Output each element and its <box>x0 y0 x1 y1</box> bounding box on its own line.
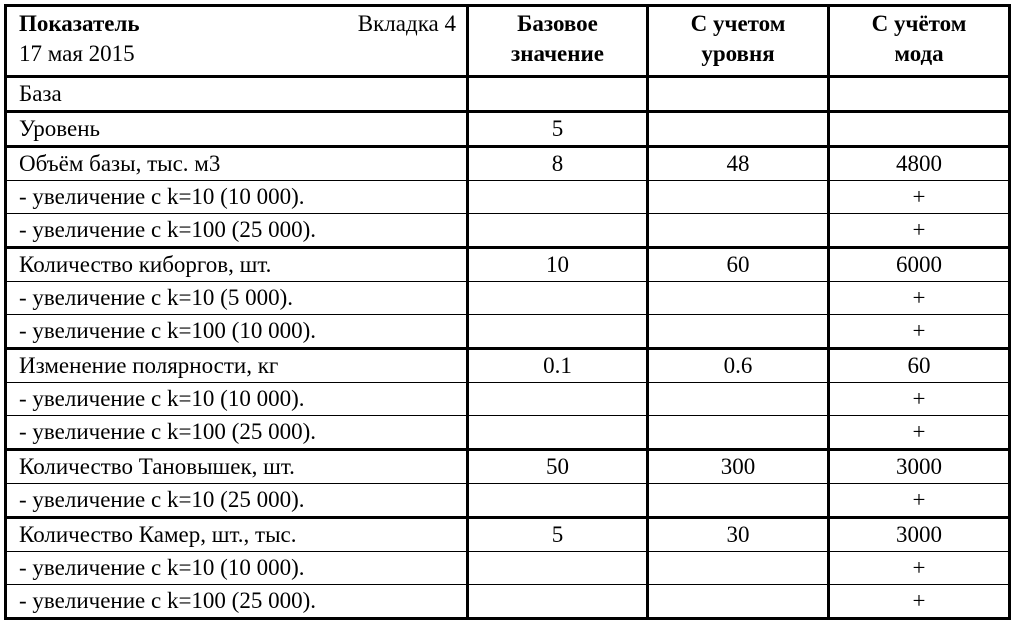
level-value-cell: 30 <box>648 518 829 552</box>
table-row <box>6 77 1010 112</box>
row-label-cell: - увеличение с k=10 (25 000). <box>6 484 468 518</box>
level-value-cell: 0.6 <box>648 349 829 383</box>
level-value-cell <box>648 585 829 619</box>
mod-value-cell <box>829 77 1010 112</box>
mod-value-cell: 6000 <box>829 248 1010 282</box>
level-value-cell <box>648 77 829 112</box>
base-value-cell <box>468 282 648 315</box>
base-value-cell <box>468 484 648 518</box>
row-label-cell: Количество киборгов, шт. <box>6 248 468 282</box>
base-value-cell <box>468 416 648 450</box>
base-value-cell: 50 <box>468 450 648 484</box>
row-label-cell: - увеличение с k=100 (25 000). <box>6 214 468 248</box>
level-value-cell: 48 <box>648 147 829 181</box>
base-value-cell <box>468 181 648 214</box>
indicator-column-header <box>6 6 468 77</box>
base-value-cell <box>468 383 648 416</box>
base-value-cell: 5 <box>468 518 648 552</box>
mod-value-cell: + <box>829 214 1010 248</box>
base-value-cell <box>468 315 648 349</box>
base-value-cell: 5 <box>468 112 648 147</box>
level-value-cell <box>648 181 829 214</box>
mod-value-cell: + <box>829 552 1010 585</box>
base-value-cell <box>468 585 648 619</box>
base-value-cell <box>468 552 648 585</box>
table-row <box>6 248 1010 282</box>
level-column-header: С учетом уровня <box>648 6 829 77</box>
base-value-column-header: Базовое значение <box>468 6 648 77</box>
mod-value-cell: 4800 <box>829 147 1010 181</box>
row-label-cell: - увеличение с k=100 (10 000). <box>6 315 468 349</box>
level-value-cell <box>648 416 829 450</box>
table-row <box>6 552 1010 585</box>
mod-value-cell: + <box>829 484 1010 518</box>
level-value-cell <box>648 112 829 147</box>
table-row <box>6 147 1010 181</box>
row-label-cell: Количество Тановышек, шт. <box>6 450 468 484</box>
level-value-cell <box>648 315 829 349</box>
table-body <box>6 77 1010 619</box>
table-row <box>6 585 1010 619</box>
table-row <box>6 315 1010 349</box>
table-row <box>6 214 1010 248</box>
row-label-cell: - увеличение с k=10 (10 000). <box>6 383 468 416</box>
base-value-cell: 0.1 <box>468 349 648 383</box>
level-value-cell <box>648 484 829 518</box>
table-row <box>6 349 1010 383</box>
level-value-cell <box>648 552 829 585</box>
table-row <box>6 484 1010 518</box>
base-value-cell: 10 <box>468 248 648 282</box>
row-label-cell: База <box>6 77 468 112</box>
row-label-cell: Количество Камер, шт., тыс. <box>6 518 468 552</box>
document-date: 17 мая 2015 <box>19 41 135 66</box>
level-value-cell <box>648 282 829 315</box>
level-value-cell <box>648 214 829 248</box>
base-value-cell <box>468 77 648 112</box>
table-row <box>6 383 1010 416</box>
indicators-table-container <box>4 4 1008 621</box>
mod-value-cell: 3000 <box>829 450 1010 484</box>
row-label-cell: - увеличение с k=100 (25 000). <box>6 585 468 619</box>
level-value-cell <box>648 383 829 416</box>
indicators-table <box>4 4 1011 620</box>
row-label-cell: - увеличение с k=100 (25 000). <box>6 416 468 450</box>
row-label-cell: Объём базы, тыс. м3 <box>6 147 468 181</box>
table-row <box>6 518 1010 552</box>
level-value-cell: 60 <box>648 248 829 282</box>
table-row <box>6 112 1010 147</box>
table-row <box>6 282 1010 315</box>
mod-value-cell: + <box>829 181 1010 214</box>
base-value-cell: 8 <box>468 147 648 181</box>
table-row <box>6 181 1010 214</box>
mod-value-cell: 3000 <box>829 518 1010 552</box>
mod-value-cell: + <box>829 383 1010 416</box>
table-row <box>6 450 1010 484</box>
mod-value-cell: + <box>829 282 1010 315</box>
mod-value-cell <box>829 112 1010 147</box>
mod-value-cell: + <box>829 315 1010 349</box>
row-label-cell: Изменение полярности, кг <box>6 349 468 383</box>
row-label-cell: - увеличение с k=10 (10 000). <box>6 552 468 585</box>
row-label-cell: Уровень <box>6 112 468 147</box>
table-row <box>6 416 1010 450</box>
tab-label: Вкладка 4 <box>357 11 456 36</box>
base-value-cell <box>468 214 648 248</box>
table-header-row <box>6 6 1010 77</box>
row-label-cell: - увеличение с k=10 (5 000). <box>6 282 468 315</box>
level-value-cell: 300 <box>648 450 829 484</box>
mod-value-cell: + <box>829 416 1010 450</box>
row-label-cell: - увеличение с k=10 (10 000). <box>6 181 468 214</box>
mod-value-cell: 60 <box>829 349 1010 383</box>
mod-column-header: С учётом мода <box>829 6 1010 77</box>
indicator-label: Показатель <box>19 11 140 36</box>
mod-value-cell: + <box>829 585 1010 619</box>
